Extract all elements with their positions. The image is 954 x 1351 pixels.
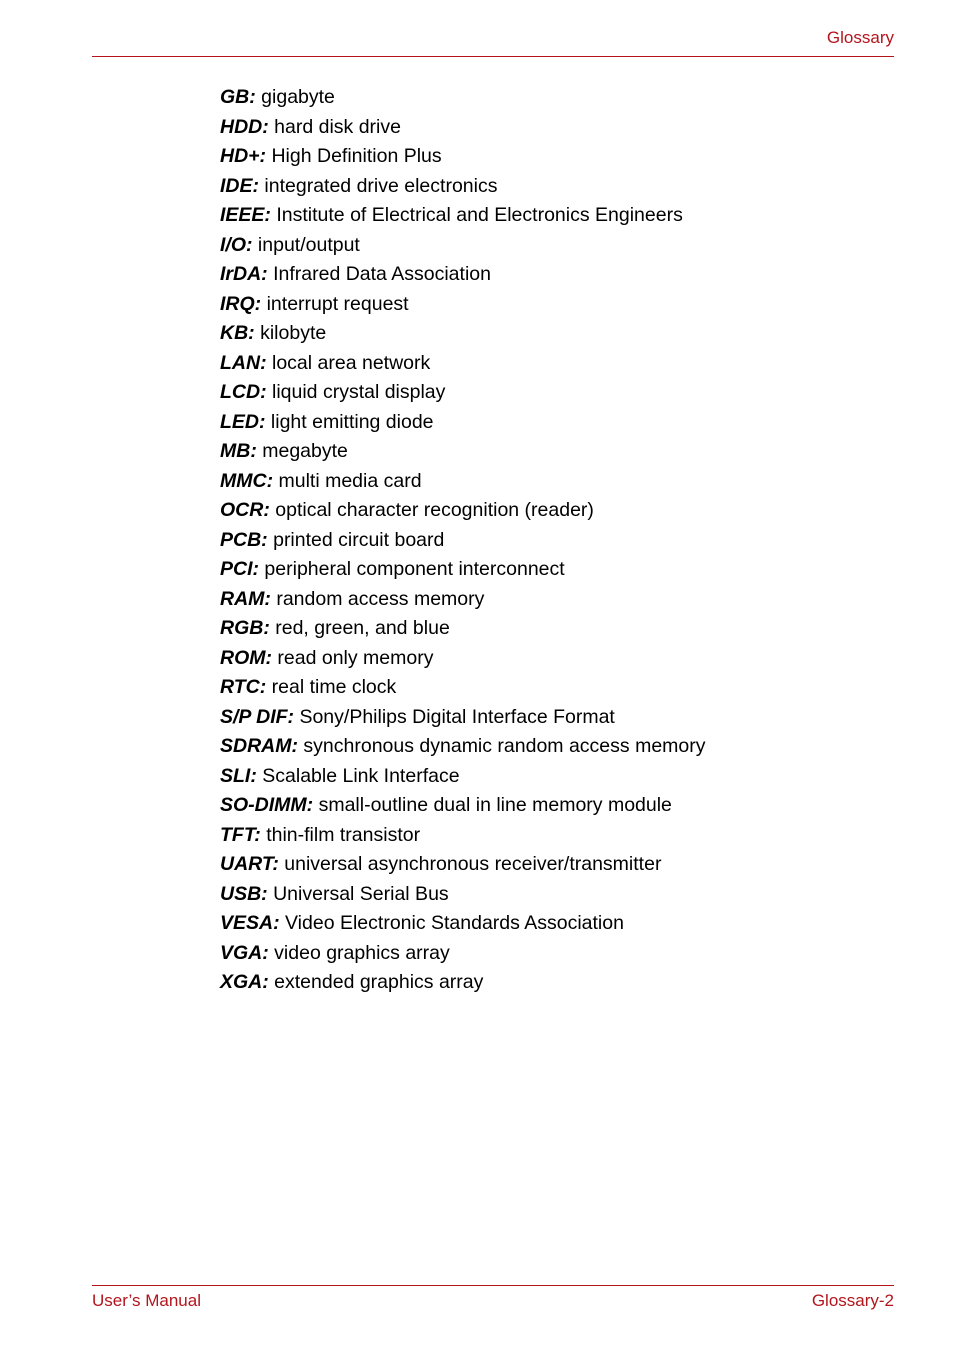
glossary-definition: kilobyte bbox=[260, 322, 327, 344]
glossary-term: USB: bbox=[220, 882, 268, 905]
glossary-term: IDE: bbox=[220, 174, 259, 197]
glossary-definition: Universal Serial Bus bbox=[273, 882, 449, 905]
glossary-definition: integrated drive electronics bbox=[264, 174, 498, 197]
footer-page-number: Glossary-2 bbox=[811, 1291, 894, 1310]
glossary-term: HDD: bbox=[220, 115, 269, 138]
glossary-entry bbox=[220, 940, 706, 970]
glossary-entry bbox=[220, 704, 706, 734]
glossary-entry bbox=[220, 792, 706, 822]
glossary-term: IRQ: bbox=[220, 292, 262, 315]
glossary-entry bbox=[220, 202, 706, 232]
glossary-term: I/O: bbox=[220, 233, 253, 256]
glossary-term: SO-DIMM: bbox=[220, 794, 314, 816]
glossary-entry bbox=[220, 881, 706, 911]
glossary-definition: peripheral component interconnect bbox=[264, 558, 565, 580]
glossary-term: SLI: bbox=[220, 764, 257, 787]
glossary-term: SDRAM: bbox=[220, 735, 298, 757]
glossary-term: RTC: bbox=[220, 676, 267, 698]
glossary-entry bbox=[220, 586, 706, 616]
glossary-entry bbox=[220, 409, 706, 439]
glossary-entry bbox=[220, 114, 706, 144]
glossary-term: OCR: bbox=[220, 499, 270, 521]
glossary-term: IEEE: bbox=[220, 204, 271, 226]
glossary-definition: gigabyte bbox=[261, 86, 335, 108]
glossary-definition: video graphics array bbox=[274, 941, 450, 964]
glossary-entry bbox=[220, 969, 706, 999]
glossary-term: RAM: bbox=[220, 587, 271, 610]
glossary-term: MMC: bbox=[220, 469, 274, 492]
glossary-term: TFT: bbox=[220, 823, 261, 846]
header-divider bbox=[92, 56, 894, 57]
glossary-definition: light emitting diode bbox=[270, 410, 434, 433]
glossary-definition: liquid crystal display bbox=[272, 381, 446, 403]
glossary-term: HD+: bbox=[220, 145, 267, 167]
glossary-entry bbox=[220, 261, 706, 291]
glossary-entry bbox=[220, 527, 706, 557]
glossary-entry bbox=[220, 645, 706, 675]
glossary-term: GB: bbox=[220, 86, 256, 108]
glossary-definition: synchronous dynamic random access memory bbox=[303, 735, 706, 757]
glossary-entry bbox=[220, 84, 706, 114]
glossary-entry bbox=[220, 733, 706, 763]
glossary-definition: read only memory bbox=[277, 646, 434, 669]
glossary-entry bbox=[220, 674, 706, 704]
glossary-term: PCI: bbox=[220, 558, 259, 580]
glossary-entry bbox=[220, 497, 706, 527]
glossary-definition: printed circuit board bbox=[273, 528, 445, 551]
glossary-entry bbox=[220, 556, 706, 586]
glossary-entry bbox=[220, 763, 706, 793]
glossary-definition: extended graphics array bbox=[274, 971, 484, 993]
glossary-entry bbox=[220, 143, 706, 173]
glossary-definition: Scalable Link Interface bbox=[262, 764, 460, 787]
glossary-definition: real time clock bbox=[271, 676, 397, 698]
glossary-definition: local area network bbox=[272, 351, 431, 374]
glossary-definition: Video Electronic Standards Association bbox=[285, 912, 624, 934]
glossary-definition: High Definition Plus bbox=[271, 145, 442, 167]
glossary-definition: input/output bbox=[257, 233, 360, 256]
glossary-entry bbox=[220, 438, 706, 468]
glossary-definition: Infrared Data Association bbox=[273, 263, 491, 285]
glossary-term: MB: bbox=[220, 440, 257, 462]
glossary-term: S/P DIF: bbox=[220, 705, 295, 728]
glossary-term: VESA: bbox=[220, 912, 280, 934]
glossary-entry bbox=[220, 173, 706, 203]
glossary-entry bbox=[220, 468, 706, 498]
glossary-definition: small-outline dual in line memory module bbox=[318, 794, 672, 816]
glossary-term: RGB: bbox=[220, 617, 270, 639]
glossary-term: PCB: bbox=[220, 528, 268, 551]
glossary-entry bbox=[220, 291, 706, 321]
glossary-term: LCD: bbox=[220, 381, 267, 403]
glossary-definition: universal asynchronous receiver/transmitter bbox=[284, 853, 662, 875]
glossary-definition: interrupt request bbox=[266, 292, 409, 315]
glossary-definition: Sony/Philips Digital Interface Format bbox=[299, 705, 615, 728]
glossary-entry bbox=[220, 232, 706, 262]
glossary-entry bbox=[220, 822, 706, 852]
glossary-entry bbox=[220, 379, 706, 409]
glossary-definition: hard disk drive bbox=[274, 115, 401, 138]
glossary-definition: optical character recognition (reader) bbox=[275, 499, 594, 521]
glossary-entry bbox=[220, 350, 706, 380]
glossary-definition: thin-film transistor bbox=[266, 823, 421, 846]
glossary-entry bbox=[220, 851, 706, 881]
glossary-term: LED: bbox=[220, 410, 266, 433]
footer-divider bbox=[92, 1285, 894, 1286]
glossary-term: UART: bbox=[220, 853, 279, 875]
glossary-term: LAN: bbox=[220, 351, 267, 374]
glossary-term: KB: bbox=[220, 322, 255, 344]
glossary-definition: Institute of Electrical and Electronics Engineers bbox=[276, 204, 683, 226]
glossary-term: ROM: bbox=[220, 646, 272, 669]
glossary-entry bbox=[220, 320, 706, 350]
glossary-term: VGA: bbox=[220, 941, 269, 964]
header-title: Glossary bbox=[826, 28, 894, 47]
glossary-entry bbox=[220, 615, 706, 645]
glossary-term: IrDA: bbox=[220, 263, 268, 285]
glossary-entry bbox=[220, 910, 706, 940]
glossary-list bbox=[220, 84, 706, 999]
glossary-definition: multi media card bbox=[278, 469, 422, 492]
glossary-term: XGA: bbox=[220, 971, 269, 993]
glossary-definition: megabyte bbox=[262, 440, 348, 462]
glossary-definition: random access memory bbox=[276, 587, 485, 610]
glossary-definition: red, green, and blue bbox=[275, 617, 450, 639]
footer-manual-title: User’s Manual bbox=[92, 1291, 201, 1310]
